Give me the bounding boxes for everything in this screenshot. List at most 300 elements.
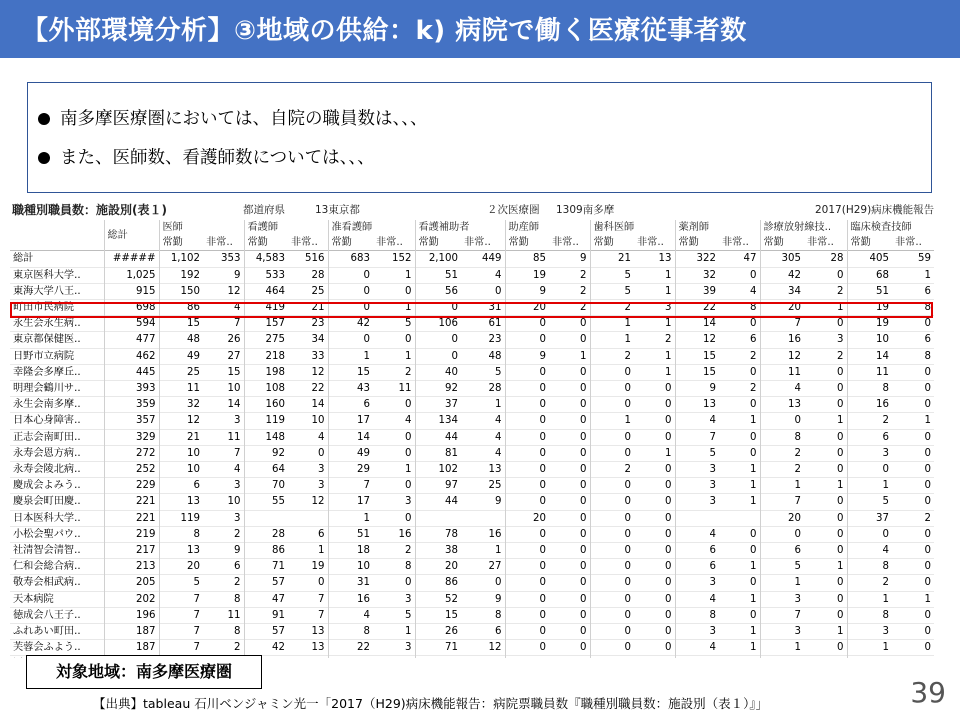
value-cell: 91 <box>244 607 288 623</box>
value-cell: 0 <box>415 300 461 316</box>
value-cell: 0 <box>288 445 328 461</box>
group-header: 医師 <box>159 220 244 235</box>
value-cell: 68 <box>847 267 892 283</box>
value-cell: 0 <box>373 445 415 461</box>
value-cell: 3 <box>675 575 719 591</box>
value-cell: 157 <box>244 316 288 332</box>
value-cell <box>461 510 505 526</box>
value-cell: 21 <box>590 251 634 267</box>
value-cell: 6 <box>760 543 804 559</box>
value-cell: 0 <box>847 462 892 478</box>
value-cell: 2 <box>892 510 934 526</box>
value-cell: 102 <box>415 462 461 478</box>
value-cell: 3 <box>288 462 328 478</box>
total-cell: 229 <box>104 478 159 494</box>
value-cell: 1 <box>461 543 505 559</box>
sub-header-parttime: 非常.. <box>206 237 233 249</box>
value-cell: 15 <box>675 348 719 364</box>
value-cell: 5 <box>847 494 892 510</box>
facility-name: 正志会南町田.. <box>10 429 104 445</box>
total-cell: 915 <box>104 283 159 299</box>
value-cell: 0 <box>634 591 675 607</box>
value-cell: 10 <box>203 381 244 397</box>
value-cell: 1 <box>634 316 675 332</box>
table-row <box>10 316 934 332</box>
value-cell: 305 <box>760 251 804 267</box>
value-cell: 14 <box>675 316 719 332</box>
value-cell: 13 <box>760 397 804 413</box>
value-cell <box>719 510 760 526</box>
value-cell: 2 <box>549 283 590 299</box>
value-cell: 6 <box>461 624 505 640</box>
value-cell: 85 <box>505 251 549 267</box>
value-cell <box>288 656 328 658</box>
facility-name: 慶成会よみう.. <box>10 478 104 494</box>
table-row <box>10 381 934 397</box>
group-header: 看護補助者 <box>415 220 505 235</box>
value-cell: 1 <box>804 413 847 429</box>
value-cell: 3 <box>675 624 719 640</box>
value-cell: 19 <box>505 267 549 283</box>
value-cell: 4 <box>461 413 505 429</box>
value-cell <box>288 510 328 526</box>
value-cell: 0 <box>804 607 847 623</box>
value-cell: 2 <box>719 381 760 397</box>
facility-name: 慶泉会町田慶.. <box>10 494 104 510</box>
total-cell: 187 <box>104 640 159 656</box>
bullet-box <box>27 82 932 193</box>
value-cell <box>415 510 461 526</box>
total-cell: 252 <box>104 462 159 478</box>
value-cell: 3 <box>203 510 244 526</box>
table-row <box>10 640 934 656</box>
value-cell: 0 <box>892 478 934 494</box>
value-cell: 0 <box>804 591 847 607</box>
value-cell <box>892 656 934 658</box>
value-cell: 13 <box>159 543 203 559</box>
facility-name: 日野市立病院 <box>10 348 104 364</box>
value-cell: 0 <box>373 332 415 348</box>
value-cell: 0 <box>549 575 590 591</box>
facility-name: 総計 <box>10 251 104 267</box>
value-cell: 1 <box>634 364 675 380</box>
value-cell: 0 <box>892 640 934 656</box>
value-cell: 28 <box>244 526 288 542</box>
value-cell: 0 <box>634 526 675 542</box>
value-cell: 19 <box>288 559 328 575</box>
value-cell: 0 <box>634 462 675 478</box>
value-cell: 353 <box>203 251 244 267</box>
value-cell: 40 <box>415 364 461 380</box>
value-cell: 6 <box>288 526 328 542</box>
value-cell: 0 <box>634 510 675 526</box>
value-cell: 17 <box>328 413 373 429</box>
value-cell: 7 <box>203 316 244 332</box>
value-cell: 2 <box>203 640 244 656</box>
value-cell: 16 <box>760 332 804 348</box>
report-label: 2017(H29)病床機能報告 <box>815 204 935 216</box>
group-header: 診療放射線技.. <box>760 220 847 235</box>
total-cell: 462 <box>104 348 159 364</box>
value-cell: 7 <box>760 494 804 510</box>
total-header: 総計 <box>104 220 159 251</box>
region-label: 対象地域：南多摩医療圏 <box>26 655 262 689</box>
facility-name: 永生会南多摩.. <box>10 397 104 413</box>
value-cell: 23 <box>461 332 505 348</box>
sub-header-parttime: 非常.. <box>291 237 318 249</box>
value-cell: 1 <box>373 300 415 316</box>
value-cell: 20 <box>415 559 461 575</box>
value-cell: 2 <box>590 348 634 364</box>
value-cell: 0 <box>505 559 549 575</box>
value-cell: 0 <box>415 332 461 348</box>
value-cell: 34 <box>288 332 328 348</box>
value-cell: 1 <box>590 316 634 332</box>
facility-name: 徳成会八王子.. <box>10 607 104 623</box>
group-header: 薬剤師 <box>675 220 760 235</box>
value-cell: 12 <box>288 494 328 510</box>
facility-name: 東海大学八王.. <box>10 283 104 299</box>
value-cell: 71 <box>244 559 288 575</box>
value-cell <box>244 510 288 526</box>
value-cell: 3 <box>373 640 415 656</box>
value-cell: 2 <box>719 348 760 364</box>
value-cell: 1,102 <box>159 251 203 267</box>
sub-header-fulltime: 常勤 <box>675 235 719 251</box>
value-cell: 0 <box>892 397 934 413</box>
value-cell: 0 <box>549 445 590 461</box>
value-cell: 7 <box>760 316 804 332</box>
value-cell: 3 <box>634 300 675 316</box>
value-cell: 4 <box>288 429 328 445</box>
value-cell: 25 <box>288 283 328 299</box>
value-cell: 0 <box>634 494 675 510</box>
value-cell: 4 <box>203 462 244 478</box>
value-cell: 57 <box>244 575 288 591</box>
value-cell: 0 <box>461 283 505 299</box>
value-cell: 0 <box>719 543 760 559</box>
value-cell: 10 <box>159 462 203 478</box>
value-cell <box>719 656 760 658</box>
staff-table-panel <box>10 198 950 658</box>
value-cell: 0 <box>288 575 328 591</box>
value-cell: 9 <box>203 543 244 559</box>
value-cell: 0 <box>505 462 549 478</box>
value-cell: 0 <box>505 607 549 623</box>
value-cell: 47 <box>719 251 760 267</box>
prefecture-label: 都道府県 <box>243 204 285 216</box>
value-cell: 8 <box>328 624 373 640</box>
value-cell: 22 <box>288 381 328 397</box>
value-cell: 0 <box>804 543 847 559</box>
value-cell: 9 <box>505 283 549 299</box>
value-cell: 4,583 <box>244 251 288 267</box>
value-cell: 5 <box>373 316 415 332</box>
value-cell: 0 <box>549 494 590 510</box>
value-cell: 0 <box>760 526 804 542</box>
value-cell: 15 <box>675 364 719 380</box>
total-cell: 594 <box>104 316 159 332</box>
value-cell: 1 <box>719 624 760 640</box>
value-cell: 4 <box>461 429 505 445</box>
value-cell: 8 <box>461 607 505 623</box>
value-cell: 92 <box>244 445 288 461</box>
value-cell: 322 <box>675 251 719 267</box>
value-cell: 12 <box>159 413 203 429</box>
value-cell: 0 <box>892 445 934 461</box>
value-cell: 61 <box>461 316 505 332</box>
value-cell: 70 <box>244 478 288 494</box>
value-cell: 3 <box>847 624 892 640</box>
value-cell: 51 <box>415 267 461 283</box>
value-cell: 152 <box>373 251 415 267</box>
facility-name: 小松会聖パウ.. <box>10 526 104 542</box>
value-cell: 8 <box>847 607 892 623</box>
table-row <box>10 526 934 542</box>
value-cell: 42 <box>328 316 373 332</box>
value-cell: 81 <box>415 445 461 461</box>
facility-name: 永寿会陵北病.. <box>10 462 104 478</box>
value-cell: 0 <box>804 575 847 591</box>
value-cell: 7 <box>159 640 203 656</box>
value-cell: 1 <box>804 478 847 494</box>
value-cell: 4 <box>675 413 719 429</box>
value-cell: 0 <box>549 640 590 656</box>
value-cell: 0 <box>892 526 934 542</box>
value-cell: 4 <box>675 640 719 656</box>
sub-header-parttime: 非常.. <box>722 237 749 249</box>
value-cell: 1 <box>590 413 634 429</box>
bullet-item <box>38 105 428 130</box>
sub-header-parttime: 非常.. <box>895 237 922 249</box>
header-blank <box>10 220 104 235</box>
sub-header-fulltime: 常勤 <box>159 235 203 251</box>
value-cell: 37 <box>847 510 892 526</box>
value-cell: 0 <box>590 575 634 591</box>
value-cell: 22 <box>675 300 719 316</box>
sub-header-parttime: 非常.. <box>376 237 403 249</box>
value-cell: 13 <box>288 624 328 640</box>
value-cell: 1 <box>760 478 804 494</box>
value-cell: 0 <box>804 381 847 397</box>
value-cell: 57 <box>244 624 288 640</box>
value-cell: 8 <box>847 381 892 397</box>
value-cell: 0 <box>373 283 415 299</box>
value-cell: 464 <box>244 283 288 299</box>
bullet-dot-icon <box>38 113 50 125</box>
value-cell: 8 <box>719 300 760 316</box>
value-cell: 0 <box>804 267 847 283</box>
value-cell: 0 <box>505 429 549 445</box>
total-cell: 477 <box>104 332 159 348</box>
value-cell: 14 <box>847 348 892 364</box>
value-cell: 0 <box>804 526 847 542</box>
value-cell: 8 <box>675 607 719 623</box>
facility-name: 社清智会清智.. <box>10 543 104 559</box>
value-cell: 3 <box>203 413 244 429</box>
value-cell: 44 <box>415 494 461 510</box>
value-cell: 13 <box>288 640 328 656</box>
value-cell: 1 <box>634 267 675 283</box>
value-cell: 2 <box>760 462 804 478</box>
value-cell: 0 <box>590 559 634 575</box>
value-cell: 4 <box>760 381 804 397</box>
value-cell: 16 <box>847 397 892 413</box>
value-cell: 16 <box>373 526 415 542</box>
value-cell: 275 <box>244 332 288 348</box>
value-cell: 0 <box>328 300 373 316</box>
value-cell: 1 <box>373 462 415 478</box>
total-cell: 217 <box>104 543 159 559</box>
value-cell: 47 <box>244 591 288 607</box>
value-cell: 419 <box>244 300 288 316</box>
value-cell: 0 <box>549 607 590 623</box>
value-cell: 8 <box>760 429 804 445</box>
value-cell: 1 <box>804 624 847 640</box>
value-cell: 32 <box>675 267 719 283</box>
value-cell: 10 <box>847 332 892 348</box>
value-cell: 0 <box>804 640 847 656</box>
value-cell: 8 <box>159 526 203 542</box>
value-cell <box>634 656 675 658</box>
value-cell: 1 <box>760 640 804 656</box>
value-cell: 1 <box>760 575 804 591</box>
value-cell: 0 <box>461 575 505 591</box>
value-cell: 32 <box>159 397 203 413</box>
value-cell: 0 <box>328 267 373 283</box>
table-row <box>10 510 934 526</box>
value-cell <box>461 656 505 658</box>
table-row <box>10 494 934 510</box>
value-cell: 4 <box>328 607 373 623</box>
value-cell: 4 <box>719 283 760 299</box>
value-cell: 11 <box>203 429 244 445</box>
value-cell: 8 <box>892 300 934 316</box>
table-row <box>10 462 934 478</box>
value-cell: 1 <box>804 300 847 316</box>
total-cell: ##### <box>104 251 159 267</box>
value-cell: 0 <box>505 332 549 348</box>
facility-name: 天本病院 <box>10 591 104 607</box>
value-cell: 6 <box>675 543 719 559</box>
value-cell <box>675 510 719 526</box>
value-cell: 15 <box>159 316 203 332</box>
value-cell: 0 <box>804 445 847 461</box>
sub-header-parttime: 非常.. <box>464 237 491 249</box>
value-cell: 31 <box>461 300 505 316</box>
value-cell: 9 <box>675 381 719 397</box>
value-cell: 1 <box>328 348 373 364</box>
value-cell: 0 <box>549 526 590 542</box>
value-cell: 4 <box>461 445 505 461</box>
table-row <box>10 413 934 429</box>
value-cell: 0 <box>549 510 590 526</box>
value-cell: 34 <box>760 283 804 299</box>
table-row <box>10 364 934 380</box>
bullet-text: 南多摩医療圏においては、自院の職員数は、、、 <box>60 109 428 129</box>
table-row <box>10 575 934 591</box>
value-cell: 8 <box>892 348 934 364</box>
value-cell: 0 <box>719 267 760 283</box>
value-cell: 4 <box>675 591 719 607</box>
value-cell: 28 <box>288 267 328 283</box>
value-cell: 3 <box>373 494 415 510</box>
value-cell: 86 <box>159 300 203 316</box>
value-cell: 449 <box>461 251 505 267</box>
value-cell: 92 <box>415 381 461 397</box>
facility-name: ふれあい町田.. <box>10 624 104 640</box>
group-header: 歯科医師 <box>590 220 675 235</box>
value-cell: 3 <box>804 332 847 348</box>
value-cell: 683 <box>328 251 373 267</box>
sub-header-fulltime: 常勤 <box>760 235 804 251</box>
value-cell: 13 <box>461 462 505 478</box>
value-cell <box>373 656 415 658</box>
value-cell: 2 <box>203 575 244 591</box>
value-cell: 0 <box>590 526 634 542</box>
value-cell: 12 <box>461 640 505 656</box>
value-cell: 0 <box>549 591 590 607</box>
value-cell: 0 <box>634 413 675 429</box>
value-cell <box>549 656 590 658</box>
value-cell: 198 <box>244 364 288 380</box>
value-cell: 42 <box>760 267 804 283</box>
facility-name: 芙蓉会ふよう.. <box>10 640 104 656</box>
group-header: 助産師 <box>505 220 590 235</box>
value-cell: 192 <box>159 267 203 283</box>
total-cell: 221 <box>104 510 159 526</box>
value-cell: 0 <box>634 429 675 445</box>
value-cell: 21 <box>159 429 203 445</box>
value-cell: 1 <box>328 510 373 526</box>
total-cell: 202 <box>104 591 159 607</box>
value-cell: 3 <box>760 591 804 607</box>
value-cell: 0 <box>328 332 373 348</box>
value-cell: 12 <box>288 364 328 380</box>
value-cell: 12 <box>203 283 244 299</box>
total-cell: 196 <box>104 607 159 623</box>
value-cell: 20 <box>505 510 549 526</box>
value-cell: 21 <box>288 300 328 316</box>
value-cell: 0 <box>505 624 549 640</box>
value-cell: 5 <box>159 575 203 591</box>
value-cell: 148 <box>244 429 288 445</box>
value-cell: 0 <box>505 640 549 656</box>
value-cell: 0 <box>505 478 549 494</box>
value-cell: 218 <box>244 348 288 364</box>
value-cell: 16 <box>328 591 373 607</box>
value-cell: 0 <box>505 591 549 607</box>
value-cell: 0 <box>549 316 590 332</box>
value-cell: 0 <box>634 575 675 591</box>
value-cell: 0 <box>505 526 549 542</box>
value-cell: 39 <box>675 283 719 299</box>
value-cell: 1 <box>719 413 760 429</box>
value-cell <box>505 656 549 658</box>
total-cell: 698 <box>104 300 159 316</box>
bullet-dot-icon <box>38 152 50 164</box>
total-cell: 393 <box>104 381 159 397</box>
value-cell: 0 <box>505 381 549 397</box>
value-cell: 0 <box>804 364 847 380</box>
table-row <box>10 332 934 348</box>
value-cell: 86 <box>415 575 461 591</box>
total-cell: 213 <box>104 559 159 575</box>
value-cell: 10 <box>328 559 373 575</box>
value-cell: 1 <box>719 559 760 575</box>
title-bar <box>0 0 960 58</box>
value-cell: 0 <box>590 445 634 461</box>
